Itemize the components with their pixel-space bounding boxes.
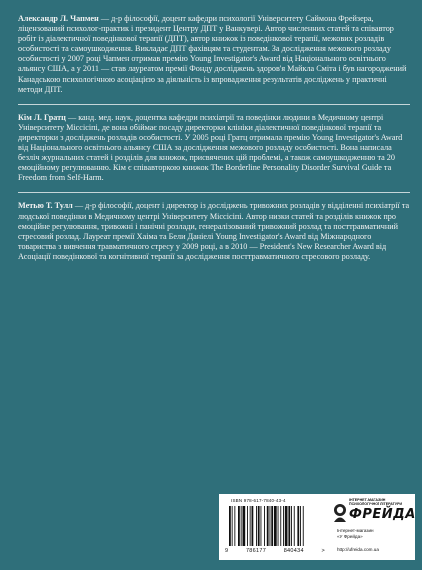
barcode-bar bbox=[238, 506, 240, 546]
barcode-bar bbox=[258, 506, 260, 546]
author-name: Метью Т. Тулл bbox=[18, 201, 73, 211]
barcode-bar bbox=[271, 506, 273, 546]
barcode-digit-group: 786177 bbox=[245, 548, 267, 554]
barcode bbox=[225, 498, 325, 556]
barcode-bar bbox=[264, 506, 265, 546]
barcode-bar bbox=[280, 506, 281, 546]
barcode-bar bbox=[285, 506, 288, 546]
barcode-bar bbox=[270, 506, 271, 546]
barcode-bar bbox=[247, 506, 248, 546]
bio-text: — д-р філософії, доцент кафедри психології Університету Саймона Фрейзера, ліцензований психолог-практик і президент Центру ДПТ у Ванкувері. Автор численних статей та співавтор робіт із діалектичної поведінкової терапії (ДПТ), автор книжок із поведінкової терапії, межових розладів особистості та самоушкодження. Викладає ДПТ фахівцям та студентам. За дослідження межового розладу особистості у 2007 році Чапмен отримав премію Young Investigator's Award від Національного освітнього альянсу США, а у 2011 — став лауреатом премії Фонду досліджень здоров'я Майкла Сміта і був нагороджений Канадською психологічною асоціацією за діяльність із впровадження результатів досліджень у практичні методи ДПТ. bbox=[18, 14, 407, 94]
barcode-bar bbox=[278, 506, 279, 546]
barcode-bar bbox=[300, 506, 301, 546]
barcode-bar bbox=[283, 506, 284, 546]
barcode-bar bbox=[256, 506, 257, 546]
bio-chapman bbox=[18, 14, 410, 95]
author-name: Александр Л. Чапмен bbox=[18, 14, 99, 23]
barcode-bar bbox=[261, 506, 262, 546]
bio-tull bbox=[18, 201, 410, 262]
barcode-bar bbox=[303, 506, 304, 546]
barcode-bar bbox=[241, 506, 242, 546]
publisher-logo bbox=[331, 498, 416, 556]
barcode-bar bbox=[267, 506, 269, 546]
barcode-bar bbox=[297, 506, 299, 546]
divider bbox=[18, 192, 410, 193]
bio-gratz bbox=[18, 113, 410, 184]
publisher-footer bbox=[219, 494, 415, 560]
barcode-bar bbox=[288, 506, 290, 546]
barcode-bar bbox=[274, 506, 277, 546]
logo-tagline: ІНТЕРНЕТ-МАГАЗИН ПСИХОЛОГІЧНОЇ ЛІТЕРАТУРИ bbox=[349, 498, 403, 506]
barcode-bar bbox=[250, 506, 251, 546]
barcode-bar bbox=[291, 506, 292, 546]
freud-portrait-icon bbox=[331, 502, 349, 524]
barcode-digit-group: 840434 bbox=[283, 548, 304, 554]
barcode-bars bbox=[227, 506, 323, 546]
shop-line-1: Інтернет-магазин bbox=[337, 528, 374, 533]
logo-name: ФРЕЙДА bbox=[349, 507, 416, 522]
isbn-label: ISBN 978-617-7840-43-4 bbox=[231, 498, 286, 503]
barcode-digit-group: > bbox=[321, 548, 325, 554]
barcode-digits bbox=[225, 548, 325, 554]
barcode-bar bbox=[229, 506, 231, 546]
author-name: Кім Л. Гратц bbox=[18, 112, 66, 122]
bio-text: — д-р філософії, доцент і директор із досліджень тривожних розладів у відділенні психіатрії та людської поведінки в Медичному центрі Університету Міссісіпі. Автор низки статей та розділів книжок про емоційне регулювання, тривожні і панічні розлади, генералізований тривожний розлад та посттравматичний стресовий розлад. Лауреат премії Хаіма та Бели Даніелі Young Investigator's Award від Міжнародного товариства з вивчення травматичного стресу у 2009 році, а в 2010 — President's New Researcher Award від Асоціації поведінкової та когнітивної терапії за дослідження посттравматичного стресового розладу. bbox=[18, 201, 410, 261]
back-cover-text bbox=[18, 14, 410, 262]
barcode-bar bbox=[234, 506, 235, 546]
barcode-bar bbox=[252, 506, 254, 546]
barcode-bar bbox=[243, 506, 246, 546]
barcode-digit-group: 9 bbox=[225, 548, 229, 554]
barcode-bar bbox=[294, 506, 295, 546]
shop-url: http://ufreida.com.ua bbox=[337, 547, 379, 552]
shop-line-2: «У Фрейда» bbox=[337, 534, 363, 539]
barcode-bar bbox=[232, 506, 233, 546]
bio-text: — канд. мед. наук, доцентка кафедри психіатрії та поведінки людини в Медичному центрі Університету Міссісіпі, де вона обіймає посаду директорки клініки діалектичної поведінкової терапії та директорки з досліджень розладів особистості. У 2005 році Гратц отримала премію Young Investigator's Award від Національного освітнього альянсу США за дослідження межового розладу особистості. Вона написала безліч журнальних статей і розділів для книжок, присвячених цій проблемі, а також самоушкодженню та 20 емоційному регулюванню. Кім є співавторкою книжок The Borderline Personality Disorder Survival Guide та Freedom from Self-Harm. bbox=[18, 112, 403, 183]
divider bbox=[18, 104, 410, 105]
